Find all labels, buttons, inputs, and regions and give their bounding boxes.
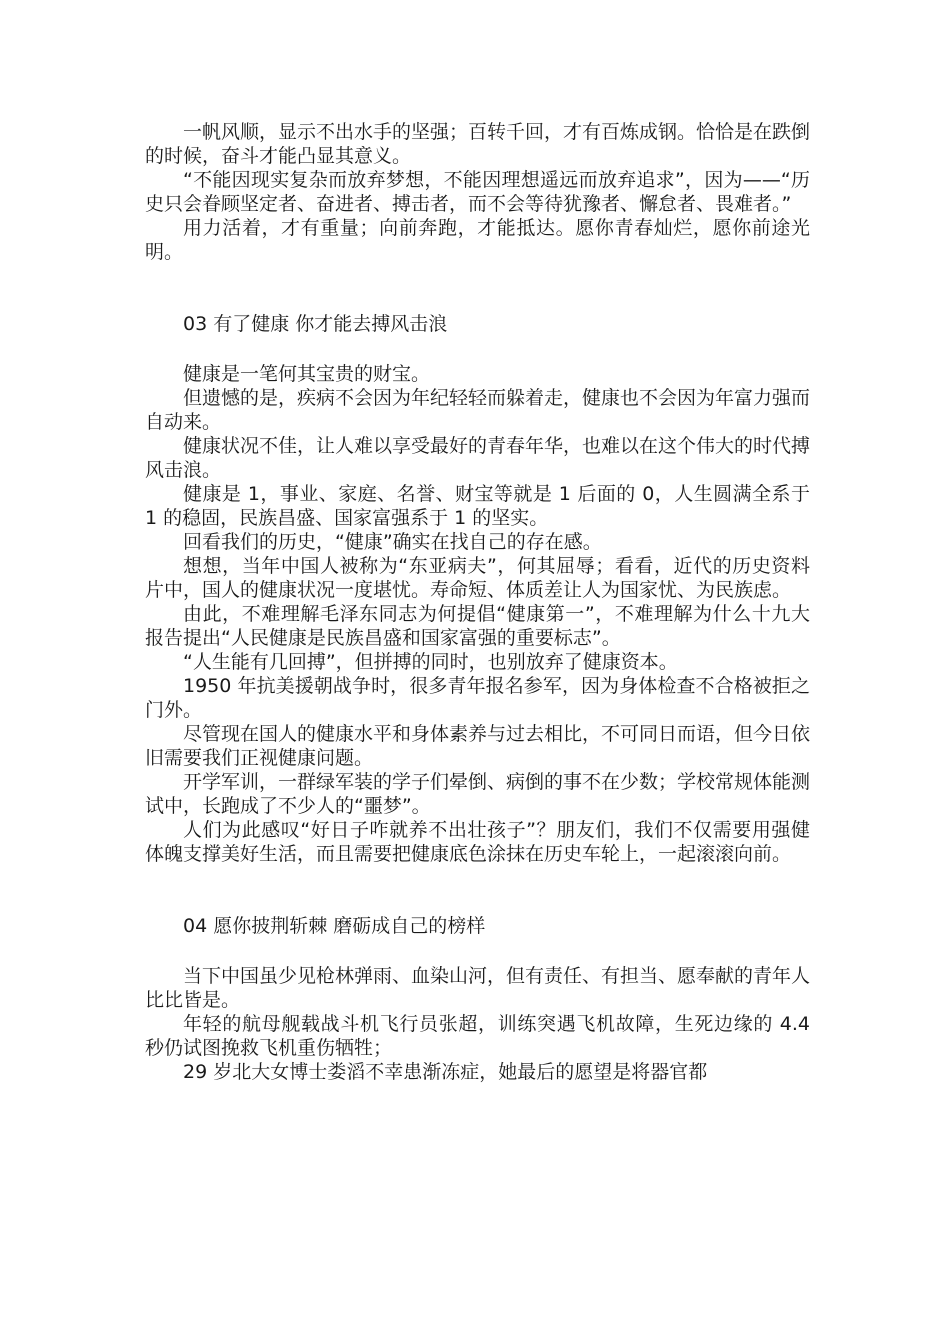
paragraph: 尽管现在国人的健康水平和身体素养与过去相比，不可同日而语，但今日依旧需要我们正视健康问题。 bbox=[145, 723, 811, 769]
paragraph: 用力活着，才有重量；向前奔跑，才能抵达。愿你青春灿烂，愿你前途光明。 bbox=[145, 217, 810, 263]
paragraph: 想想，当年中国人被称为“东亚病夫”，何其屈辱；看看，近代的历史资料片中，国人的健康状况一度堪忧。寿命短、体质差让人为国家忧、为民族虑。 bbox=[145, 555, 810, 601]
intro-section bbox=[145, 120, 810, 264]
section-heading-04: 04 愿你披荆斩棘 磨砺成自己的榜样 bbox=[183, 915, 486, 937]
paragraph: 开学军训，一群绿军装的学子们晕倒、病倒的事不在少数；学校常规体能测试中，长跑成了不少人的“噩梦”。 bbox=[145, 771, 811, 817]
section-03-body bbox=[145, 362, 810, 866]
paragraph: 由此，不难理解毛泽东同志为何提倡“健康第一”，不难理解为什么十九大报告提出“人民健康是民族昌盛和国家富强的重要标志”。 bbox=[145, 603, 810, 649]
paragraph: 健康是 1，事业、家庭、名誉、财宝等就是 1 后面的 0，人生圆满全系于 1 的稳固，民族昌盛、国家富强系于 1 的坚实。 bbox=[145, 483, 810, 529]
paragraph: 但遗憾的是，疾病不会因为年纪轻轻而躲着走，健康也不会因为年富力强而自动来。 bbox=[145, 387, 811, 433]
paragraph: 年轻的航母舰载战斗机飞行员张超，训练突遇飞机故障，生死边缘的 4.4 秒仍试图挽救飞机重伤牺牲； bbox=[145, 1013, 810, 1059]
section-heading-03: 03 有了健康 你才能去搏风击浪 bbox=[183, 313, 448, 335]
paragraph: 当下中国虽少见枪林弹雨、血染山河，但有责任、有担当、愿奉献的青年人比比皆是。 bbox=[145, 965, 811, 1011]
paragraph: 1950 年抗美援朝战争时，很多青年报名参军，因为身体检查不合格被拒之门外。 bbox=[145, 675, 810, 721]
paragraph: 健康状况不佳，让人难以享受最好的青春年华，也难以在这个伟大的时代搏风击浪。 bbox=[145, 435, 811, 481]
paragraph: “不能因现实复杂而放弃梦想，不能因理想遥远而放弃追求”，因为——“历史只会眷顾坚定者、奋进者、搏击者，而不会等待犹豫者、懈怠者、畏难者。” bbox=[145, 169, 810, 215]
section-04-body bbox=[145, 964, 810, 1084]
paragraph: 29 岁北大女博士娄滔不幸患渐冻症，她最后的愿望是将器官都 bbox=[183, 1061, 708, 1083]
paragraph: 健康是一笔何其宝贵的财宝。 bbox=[183, 363, 431, 385]
paragraph: “人生能有几回搏”，但拼搏的同时，也别放弃了健康资本。 bbox=[183, 651, 678, 673]
paragraph: 人们为此感叹“好日子咋就养不出壮孩子”？朋友们，我们不仅需要用强健体魄支撑美好生活，而且需要把健康底色涂抹在历史车轮上，一起滚滚向前。 bbox=[145, 819, 810, 865]
paragraph: 一帆风顺，显示不出水手的坚强；百转千回，才有百炼成钢。恰恰是在跌倒的时候，奋斗才能凸显其意义。 bbox=[145, 121, 811, 167]
document-body bbox=[145, 120, 810, 1084]
paragraph: 回看我们的历史，“健康”确实在找自己的存在感。 bbox=[183, 531, 602, 553]
